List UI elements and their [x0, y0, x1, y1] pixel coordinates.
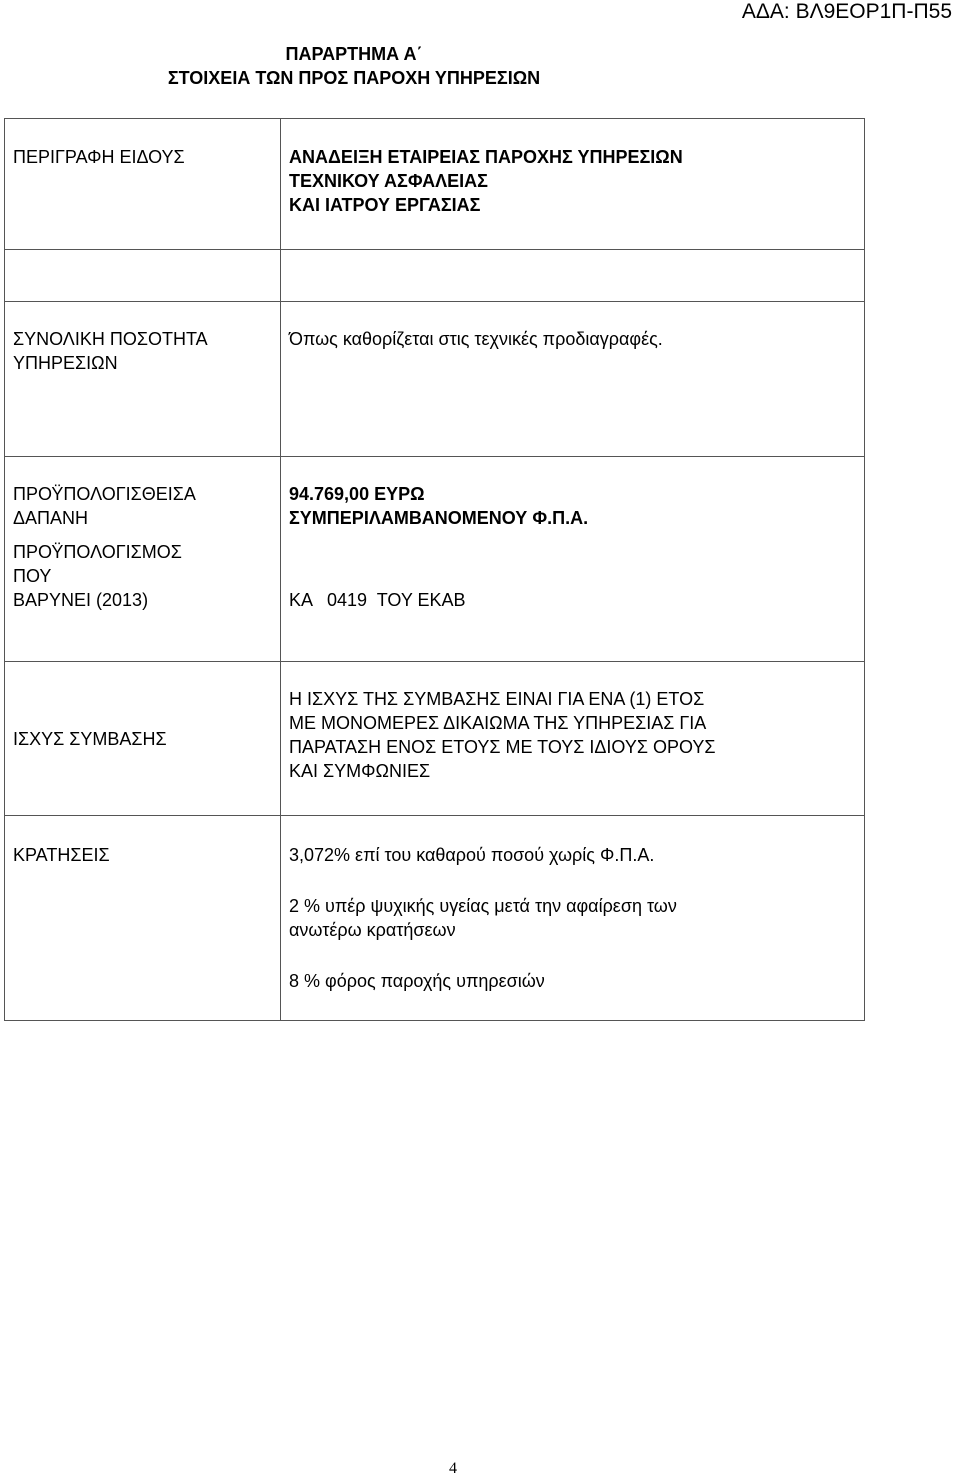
budget-amount: 94.769,00 ΕΥΡΩ — [289, 484, 425, 504]
blank-cell — [5, 250, 281, 302]
validity-label: ΙΣΧΥΣ ΣΥΜΒΑΣΗΣ — [13, 728, 167, 749]
budget-value-cell — [281, 457, 865, 662]
description-label: ΠΕΡΙΓΡΑΦΗ ΕΙΔΟΥΣ — [13, 147, 185, 167]
quantity-value-cell — [281, 302, 865, 457]
budget-label-line: ΠΡΟΫΠΟΛΟΓΙΣΘΕΙΣΑ — [13, 484, 196, 504]
description-value-line: ΚΑΙ ΙΑΤΡΟΥ ΕΡΓΑΣΙΑΣ — [289, 195, 481, 215]
quantity-label-line: ΣΥΝΟΛΙΚΗ ΠΟΣΟΤΗΤΑ — [13, 329, 208, 349]
description-label-cell — [5, 119, 281, 250]
validity-value-cell — [281, 662, 865, 816]
deduction-item: ανωτέρω κρατήσεων — [289, 920, 456, 940]
budget-label-line: ΔΑΠΑΝΗ — [13, 508, 89, 528]
specification-table — [4, 118, 865, 1021]
budget-vat-note: ΣΥΜΠΕΡΙΛΑΜΒΑΝΟΜΕΝΟΥ Φ.Π.Α. — [289, 508, 589, 528]
spacer — [289, 867, 864, 894]
quantity-value: Όπως καθορίζεται στις τεχνικές προδιαγραφές. — [289, 329, 663, 349]
deduction-item: 8 % φόρος παροχής υπηρεσιών — [289, 971, 545, 991]
validity-value-line: ΚΑΙ ΣΥΜΦΩΝΙΕΣ — [289, 761, 431, 781]
deductions-value-cell — [281, 816, 865, 1021]
spacer — [13, 530, 280, 540]
annex-subtitle: ΣΤΟΙΧΕΙΑ ΤΩΝ ΠΡΟΣ ΠΑΡΟΧΗ ΥΠΗΡΕΣΙΩΝ — [167, 68, 541, 88]
deductions-label-cell — [5, 816, 281, 1021]
blank-cell — [281, 250, 865, 302]
charged-budget-label-line: ΠΡΟΫΠΟΛΟΓΙΣΜΟΣ — [13, 542, 182, 562]
quantity-label-line: ΥΠΗΡΕΣΙΩΝ — [13, 353, 118, 373]
deductions-label: ΚΡΑΤΗΣΕΙΣ — [13, 845, 110, 865]
validity-value-line: ΜΕ ΜΟΝΟΜΕΡΕΣ ΔΙΚΑΙΩΜΑ ΤΗΣ ΥΠΗΡΕΣΙΑΣ ΓΙΑ — [289, 713, 707, 733]
quantity-row — [5, 302, 865, 457]
description-value-cell — [281, 119, 865, 250]
spacer — [289, 942, 864, 969]
deductions-row — [5, 816, 865, 1021]
page-number: 4 — [449, 1460, 457, 1477]
spacer — [289, 530, 864, 588]
charged-budget-code: ΚΑ 0419 ΤΟΥ ΕΚΑΒ — [289, 590, 466, 610]
budget-row — [5, 457, 865, 662]
charged-budget-label-line: ΒΑΡΥΝΕΙ (2013) — [13, 590, 149, 610]
description-value-line: ΤΕΧΝΙΚΟΥ ΑΣΦΑΛΕΙΑΣ — [289, 171, 488, 191]
validity-label-cell — [5, 662, 281, 816]
deduction-item: 2 % υπέρ ψυχικής υγείας μετά την αφαίρεση των — [289, 896, 677, 916]
validity-value-line: ΠΑΡΑΤΑΣΗ ΕΝΟΣ ΕΤΟΥΣ ΜΕ ΤΟΥΣ ΙΔΙΟΥΣ ΟΡΟΥΣ — [289, 737, 716, 757]
charged-budget-label-line: ΠΟΥ — [13, 566, 52, 586]
description-value-line: ΑΝΑΔΕΙΞΗ ΕΤΑΙΡΕΙΑΣ ΠΑΡΟΧΗΣ ΥΠΗΡΕΣΙΩΝ — [289, 147, 683, 167]
description-row — [5, 119, 865, 250]
annex-title: ΠΑΡΑΡΤΗΜΑ Α΄ — [285, 44, 423, 64]
blank-row — [5, 250, 865, 302]
budget-label-cell — [5, 457, 281, 662]
ada-code: ΑΔΑ: ΒΛ9ΕΟΡ1Π-Π55 — [741, 0, 952, 23]
validity-value-line: Η ΙΣΧΥΣ ΤΗΣ ΣΥΜΒΑΣΗΣ ΕΙΝΑΙ ΓΙΑ ΕΝΑ (1) ΕΤΟΣ — [289, 689, 705, 709]
deduction-item: 3,072% επί του καθαρού ποσού χωρίς Φ.Π.Α. — [289, 845, 655, 865]
validity-row — [5, 662, 865, 816]
quantity-label-cell — [5, 302, 281, 457]
